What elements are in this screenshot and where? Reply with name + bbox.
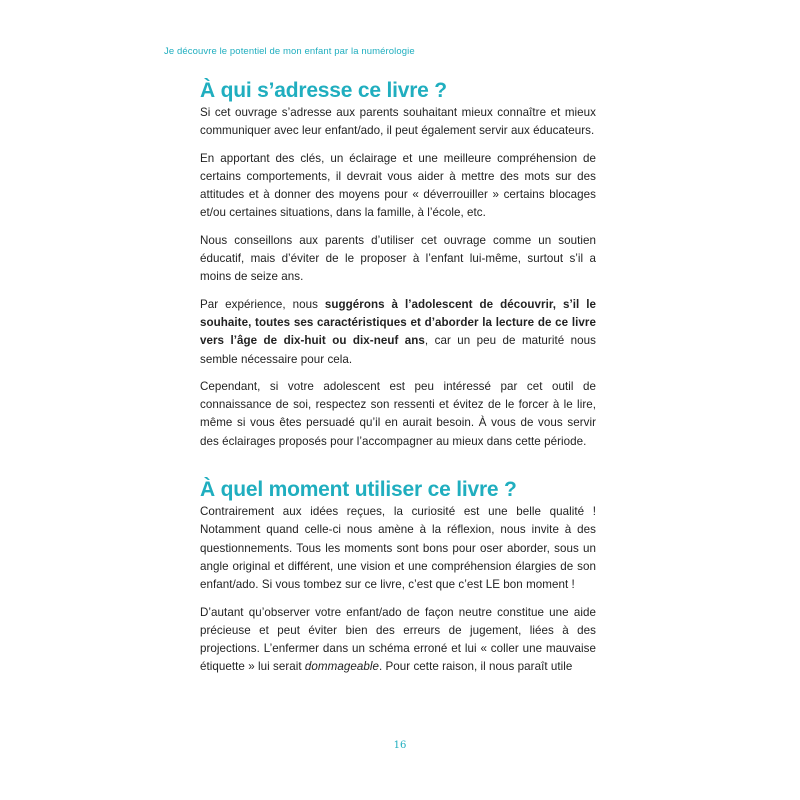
section-title: À qui s’adresse ce livre ? (200, 79, 447, 102)
section-when-to-use-this-book (200, 477, 596, 677)
paragraph-text: D’autant qu’observer votre enfant/ado de façon neutre constitue une aide précieuse et peut éviter bien des erreurs de jugement, liées à des projections. L’enfermer dans un schéma erroné et lui « coller une mauvaise étiquette » lui serait (200, 605, 596, 674)
page-content (200, 76, 596, 677)
paragraph: Contrairement aux idées reçues, la curiosité est une belle qualité ! Notamment quand celle-ci nous amène à la réflexion, nous invite à des questionnements. Tous les moments sont bons pour oser aborder, sous un angle original et différent, une vision et une compréhension élargies de son enfant/ado. Si vous tombez sur ce livre, c’est que c’est LE bon moment ! (200, 505, 596, 592)
paragraph: Nous conseillons aux parents d’utiliser cet ouvrage comme un soutien éducatif, mais d’éviter de le proposer à l’enfant lui-même, surtout s’il a moins de seize ans. (200, 233, 596, 284)
running-header: Je découvre le potentiel de mon enfant par la numérologie (164, 46, 415, 57)
paragraph-italic-text: dommageable (304, 660, 379, 674)
paragraph: Cependant, si votre adolescent est peu intéressé par cet outil de connaissance de soi, respectez son ressenti et évitez de le forcer à le lire, même si vous êtes persuadé qu’il en aurait besoin. À vous de vous servir des éclairages proposés pour l’accompagner au mieux dans cette période. (200, 379, 596, 448)
paragraph (200, 604, 596, 677)
page-number: 16 (393, 740, 407, 751)
paragraph-bold-text: suggérons à l’adolescent de découvrir, s’il le souhaite, toutes ses caractéristiques et d’aborder la lecture de ce livre vers l’âge de dix-huit ou dix-neuf ans (200, 297, 597, 348)
section-who-is-this-book-for (200, 78, 596, 451)
paragraph-text: , car un peu de maturité nous semble nécessaire pour cela. (200, 334, 596, 366)
paragraph-text: Par expérience, nous (200, 297, 325, 311)
paragraph (200, 296, 596, 369)
paragraph: Si cet ouvrage s’adresse aux parents souhaitant mieux connaître et mieux communiquer avec leur enfant/ado, il peut également servir aux éducateurs. (200, 106, 596, 138)
paragraph-text: . Pour cette raison, il nous paraît utile (378, 660, 573, 674)
paragraph: En apportant des clés, un éclairage et une meilleure compréhension de certains comportements, il devrait vous aider à mettre des mots sur des attitudes et à donner des moyens pour « déverrouiller » certains blocages et/ou certaines situations, dans la famille, à l’école, etc. (200, 151, 596, 220)
section-title: À quel moment utiliser ce livre ? (200, 478, 517, 502)
